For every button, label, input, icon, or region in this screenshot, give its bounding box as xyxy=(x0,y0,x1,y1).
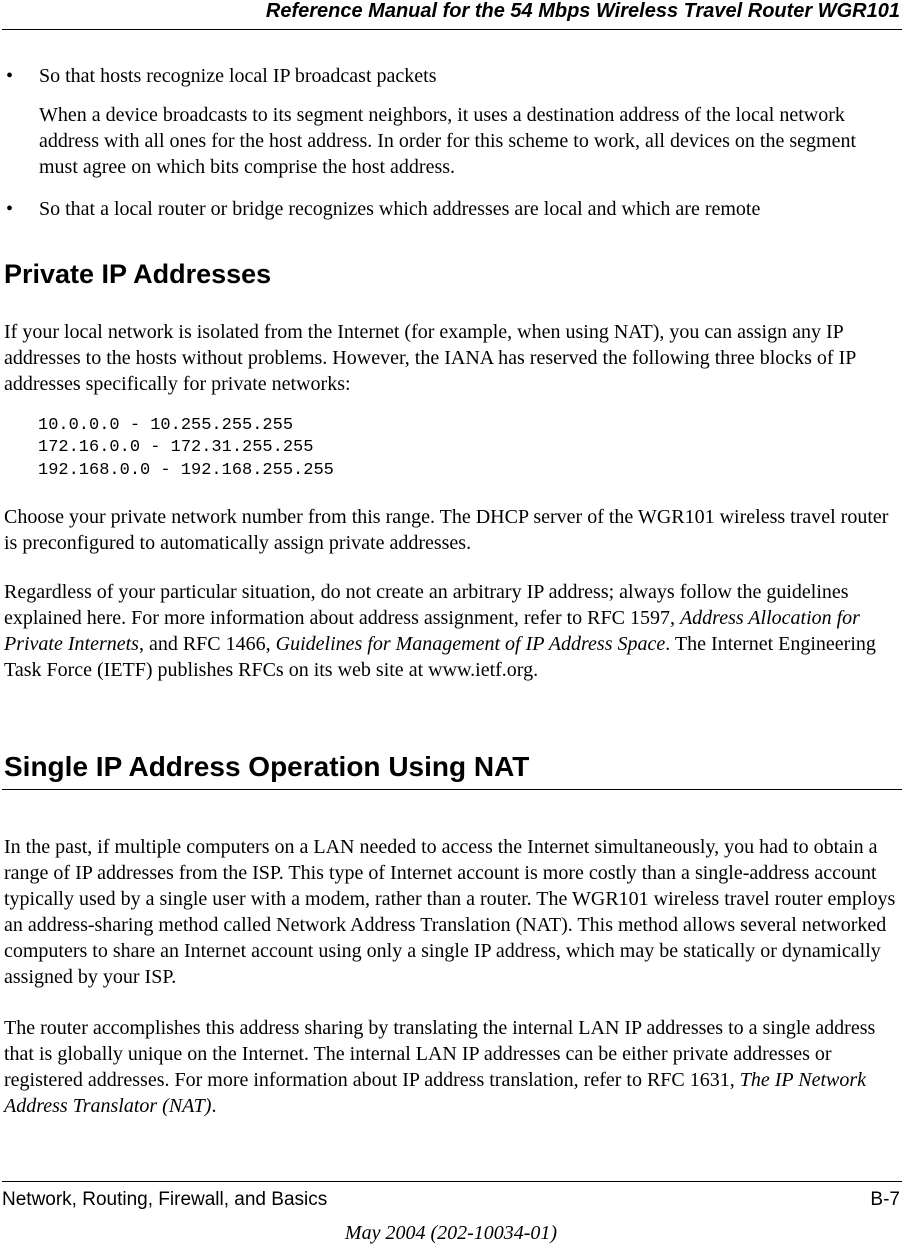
rfc-1466-title: Guidelines for Management of IP Address Space xyxy=(275,633,666,655)
guidelines-text-3: . The Internet Engineering Task Force (IETF) publishes RFCs on its web site at www.ietf.org. xyxy=(4,633,876,681)
guidelines-text-2: , and RFC 1466, xyxy=(138,633,276,655)
footer-rule xyxy=(2,1181,902,1182)
nat-para-1: In the past, if multiple computers on a LAN needed to access the Internet simultaneously, you had to obtain a range of IP addresses from the ISP. This type of Internet account is more costly than a single-address account typically used by a single user with a modem, rather than a router. The WGR101 wireless travel router employs an address-sharing method called Network Address Translation (NAT). This method allows several networked computers to share an Internet account using only a single IP address, which may be statically or dynamically assigned by your ISP. xyxy=(4,836,896,988)
private-ip-choose: Choose your private network number from this range. The DHCP server of the WGR101 wireless travel router is preconfigured to automatically assign private addresses. xyxy=(4,506,889,554)
heading-private-ip: Private IP Addresses xyxy=(4,259,272,289)
header-title: Reference Manual for the 54 Mbps Wireless Travel Router WGR101 xyxy=(265,0,900,22)
private-ip-guidelines xyxy=(4,579,896,683)
guidelines-text-1: Regardless of your particular situation, do not create an arbitrary IP address; always follow the guidelines explained here. For more information about address assignment, refer to RFC 1597, xyxy=(4,581,849,629)
bullet-marker: • xyxy=(6,198,14,220)
rfc-1597-title: Address Allocation for Private Internets xyxy=(4,607,860,655)
section-rule xyxy=(2,789,902,790)
heading-nat: Single IP Address Operation Using NAT xyxy=(4,751,530,782)
bullet-item-router: So that a local router or bridge recognizes which addresses are local and which are remote xyxy=(39,198,761,220)
header-rule xyxy=(2,29,902,30)
footer-section: Network, Routing, Firewall, and Basics xyxy=(2,1189,328,1210)
bullet-item-broadcast: So that hosts recognize local IP broadcast packets xyxy=(39,65,437,87)
bullet-marker: • xyxy=(6,65,14,87)
ip-range-3: 192.168.0.0 - 192.168.255.255 xyxy=(38,461,334,480)
footer-page-number: B-7 xyxy=(870,1189,900,1210)
ip-range-1: 10.0.0.0 - 10.255.255.255 xyxy=(38,416,294,435)
ip-range-2: 172.16.0.0 - 172.31.255.255 xyxy=(38,438,314,457)
nat-para-2-end: . xyxy=(211,1095,217,1117)
bullet-item-broadcast-detail: When a device broadcasts to its segment neighbors, it uses a destination address of the local network address with all ones for the host address. In order for this scheme to work, all devices on the segment must agree on which bits comprise the host address. xyxy=(39,104,857,178)
rfc-1631-title: The IP Network Address Translator (NAT) xyxy=(4,1069,867,1117)
footer-date: May 2004 (202-10034-01) xyxy=(344,1222,558,1244)
private-ip-intro: If your local network is isolated from the Internet (for example, when using NAT), you can assign any IP addresses to the hosts without problems. However, the IANA has reserved the following three blocks of IP addresses specifically for private networks: xyxy=(4,321,856,395)
nat-para-2 xyxy=(4,1015,896,1119)
nat-para-2-text: The router accomplishes this address sharing by translating the internal LAN IP addresses to a single address that is globally unique on the Internet. The internal LAN IP addresses can be either private addresses or registered addresses. For more information about IP address translation, refer to RFC 1631, xyxy=(4,1017,876,1091)
